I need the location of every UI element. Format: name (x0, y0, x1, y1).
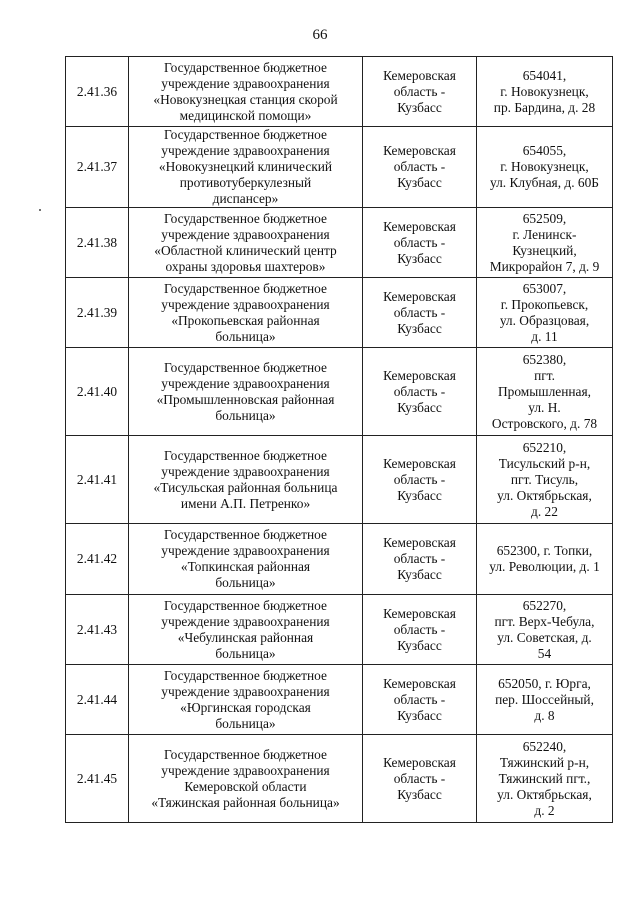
cell-line: учреждение здравоохранения (161, 226, 330, 242)
address-cell (477, 127, 613, 208)
cell-line: Тисульский р-н, (498, 455, 591, 471)
cell-line: ул. Клубная, д. 60Б (490, 175, 599, 190)
row-number-cell: 2.41.37 (66, 127, 129, 208)
region-cell (363, 735, 477, 823)
institution-name-cell (129, 278, 363, 348)
cell-line: ул. Октябрьская, (497, 786, 592, 802)
cell-line: Государственное бюджетное (164, 210, 327, 226)
cell-line: противотуберкулезный (179, 175, 312, 190)
cell-line: «Юргинская городская (180, 699, 311, 715)
cell-line: Кузбасс (397, 250, 442, 266)
cell-line: учреждение здравоохранения (161, 683, 330, 699)
cell-line: больница» (215, 715, 276, 731)
cell-line: «Прокопьевская районная (171, 312, 320, 328)
cell-line: Кузнецкий, (512, 242, 577, 258)
cell-line: ул. Революции, д. 1 (489, 559, 600, 574)
row-number-cell: 2.41.36 (66, 57, 129, 127)
region-cell (363, 348, 477, 436)
institution-name-cell (129, 127, 363, 208)
cell-line: учреждение здравоохранения (161, 75, 330, 91)
table-row (66, 208, 613, 278)
cell-line: Кузбасс (397, 637, 442, 653)
cell-line: Кузбасс (397, 567, 442, 582)
row-number-cell: 2.41.42 (66, 524, 129, 595)
cell-line: «Чебулинская районная (177, 629, 314, 645)
cell-line: Государственное бюджетное (164, 597, 327, 613)
cell-line: учреждение здравоохранения (161, 463, 330, 479)
cell-line: Микрорайон 7, д. 9 (489, 258, 600, 274)
cell-line: диспансер» (212, 191, 279, 206)
cell-line: Кемеровская (383, 143, 456, 158)
table-row (66, 348, 613, 436)
cell-line: Кемеровская (383, 218, 456, 234)
institution-name-cell (129, 595, 363, 665)
cell-line: пгт. (534, 367, 555, 383)
row-number-cell: 2.41.41 (66, 436, 129, 524)
cell-line: Кемеровская (383, 754, 456, 770)
region-cell (363, 595, 477, 665)
address-cell (477, 524, 613, 595)
cell-line: Государственное бюджетное (164, 527, 327, 542)
cell-line: больница» (215, 645, 276, 661)
cell-line: Кузбасс (397, 320, 442, 336)
address-cell (477, 348, 613, 436)
cell-line: пгт. Верх-Чебула, (494, 613, 595, 629)
cell-line: ул. Советская, д. (497, 629, 592, 645)
address-cell (477, 57, 613, 127)
cell-line: учреждение здравоохранения (161, 762, 330, 778)
cell-line: г. Новокузнецк, (500, 159, 589, 174)
region-cell (363, 665, 477, 735)
cell-line: Кемеровская (383, 367, 456, 383)
row-number-cell: 2.41.38 (66, 208, 129, 278)
cell-line: имени А.П. Петренко» (180, 495, 311, 511)
table-row (66, 524, 613, 595)
table-row (66, 127, 613, 208)
cell-line: Государственное бюджетное (164, 359, 327, 375)
cell-line: учреждение здравоохранения (161, 375, 330, 391)
scan-speck (39, 209, 41, 211)
cell-line: 54 (537, 645, 552, 661)
region-cell (363, 57, 477, 127)
cell-line: 652240, (522, 738, 567, 754)
address-cell (477, 735, 613, 823)
cell-line: г. Ленинск- (512, 226, 577, 242)
cell-line: «Новокузнецкий клинический (158, 159, 333, 174)
cell-line: Кузбасс (397, 399, 442, 415)
cell-line: «Топкинская районная (180, 559, 311, 574)
cell-line: ул. Образцовая, (499, 312, 590, 328)
cell-line: «Новокузнецкая станция скорой (153, 91, 338, 107)
cell-line: 652050, г. Юрга, (498, 675, 591, 691)
cell-line: Кузбасс (397, 707, 442, 723)
cell-line: Островского, д. 78 (491, 415, 598, 431)
cell-line: 652270, (522, 597, 567, 613)
cell-line: 652509, (522, 210, 567, 226)
row-number-cell: 2.41.40 (66, 348, 129, 436)
cell-line: Государственное бюджетное (164, 746, 327, 762)
cell-line: ул. Октябрьская, (497, 487, 592, 503)
row-number-cell: 2.41.43 (66, 595, 129, 665)
cell-line: область - (393, 770, 446, 786)
cell-line: учреждение здравоохранения (161, 296, 330, 312)
institution-name-cell (129, 348, 363, 436)
cell-line: Государственное бюджетное (164, 127, 327, 142)
institution-name-cell (129, 735, 363, 823)
table-row (66, 595, 613, 665)
cell-line: Кемеровской области (184, 778, 307, 794)
cell-line: Кузбасс (397, 786, 442, 802)
cell-line: «Тисульская районная больница (153, 479, 338, 495)
cell-line: пгт. Тисуль, (510, 471, 579, 487)
address-cell (477, 665, 613, 735)
cell-line: учреждение здравоохранения (161, 613, 330, 629)
region-cell (363, 278, 477, 348)
cell-line: больница» (215, 575, 276, 590)
cell-line: г. Прокопьевск, (500, 296, 589, 312)
cell-line: д. 11 (531, 328, 558, 344)
cell-line: Тяжинский пгт., (498, 770, 591, 786)
institution-name-cell (129, 665, 363, 735)
cell-line: 652300, г. Топки, (496, 543, 593, 558)
cell-line: 652380, (522, 351, 567, 367)
page-number: 66 (312, 27, 328, 43)
address-cell (477, 595, 613, 665)
cell-line: Кемеровская (383, 67, 456, 83)
cell-line: 653007, (522, 280, 567, 296)
cell-line: Кузбасс (397, 487, 442, 503)
table-row (66, 278, 613, 348)
cell-line: «Тяжинская районная больница» (151, 794, 340, 810)
cell-line: учреждение здравоохранения (161, 143, 330, 158)
row-number-cell: 2.41.39 (66, 278, 129, 348)
cell-line: Кемеровская (383, 455, 456, 471)
cell-line: Кузбасс (397, 99, 442, 115)
cell-line: Государственное бюджетное (164, 447, 327, 463)
cell-line: Государственное бюджетное (164, 280, 327, 296)
institution-name-cell (129, 436, 363, 524)
address-cell (477, 278, 613, 348)
cell-line: медицинской помощи» (179, 107, 312, 123)
cell-line: Кузбасс (397, 175, 442, 190)
institution-registry-table (65, 56, 613, 823)
cell-line: «Областной клинический центр (154, 242, 337, 258)
region-cell (363, 524, 477, 595)
institution-name-cell (129, 57, 363, 127)
cell-line: Кемеровская (383, 288, 456, 304)
cell-line: Промышленная, (498, 383, 591, 399)
table-row (66, 57, 613, 127)
cell-line: охраны здоровья шахтеров» (165, 258, 326, 274)
address-cell (477, 436, 613, 524)
institution-name-cell (129, 524, 363, 595)
cell-line: пр. Бардина, д. 28 (493, 99, 596, 115)
region-cell (363, 436, 477, 524)
cell-line: учреждение здравоохранения (161, 543, 330, 558)
cell-line: больница» (215, 407, 276, 423)
cell-line: д. 2 (534, 802, 555, 818)
table-row (66, 665, 613, 735)
cell-line: 654055, (522, 143, 567, 158)
cell-line: больница» (215, 328, 276, 344)
cell-line: д. 8 (534, 707, 555, 723)
table-row (66, 735, 613, 823)
cell-line: область - (393, 691, 446, 707)
cell-line: Кемеровская (383, 535, 456, 550)
cell-line: область - (393, 551, 446, 566)
cell-line: 652210, (522, 439, 567, 455)
region-cell (363, 208, 477, 278)
cell-line: Тяжинский р-н, (499, 754, 590, 770)
row-number-cell: 2.41.45 (66, 735, 129, 823)
region-cell (363, 127, 477, 208)
cell-line: Кемеровская (383, 605, 456, 621)
row-number-cell: 2.41.44 (66, 665, 129, 735)
cell-line: область - (393, 471, 446, 487)
cell-line: Государственное бюджетное (164, 667, 327, 683)
cell-line: «Промышленновская районная (156, 391, 335, 407)
cell-line: область - (393, 304, 446, 320)
cell-line: область - (393, 383, 446, 399)
table-row (66, 436, 613, 524)
cell-line: область - (393, 83, 446, 99)
cell-line: область - (393, 621, 446, 637)
cell-line: Государственное бюджетное (164, 59, 327, 75)
cell-line: область - (393, 234, 446, 250)
cell-line: пер. Шоссейный, (495, 691, 594, 707)
cell-line: д. 22 (531, 503, 558, 519)
address-cell (477, 208, 613, 278)
cell-line: ул. Н. (528, 399, 561, 415)
cell-line: область - (393, 159, 446, 174)
cell-line: г. Новокузнецк, (500, 83, 589, 99)
cell-line: 654041, (522, 67, 567, 83)
cell-line: Кемеровская (383, 675, 456, 691)
institution-name-cell (129, 208, 363, 278)
